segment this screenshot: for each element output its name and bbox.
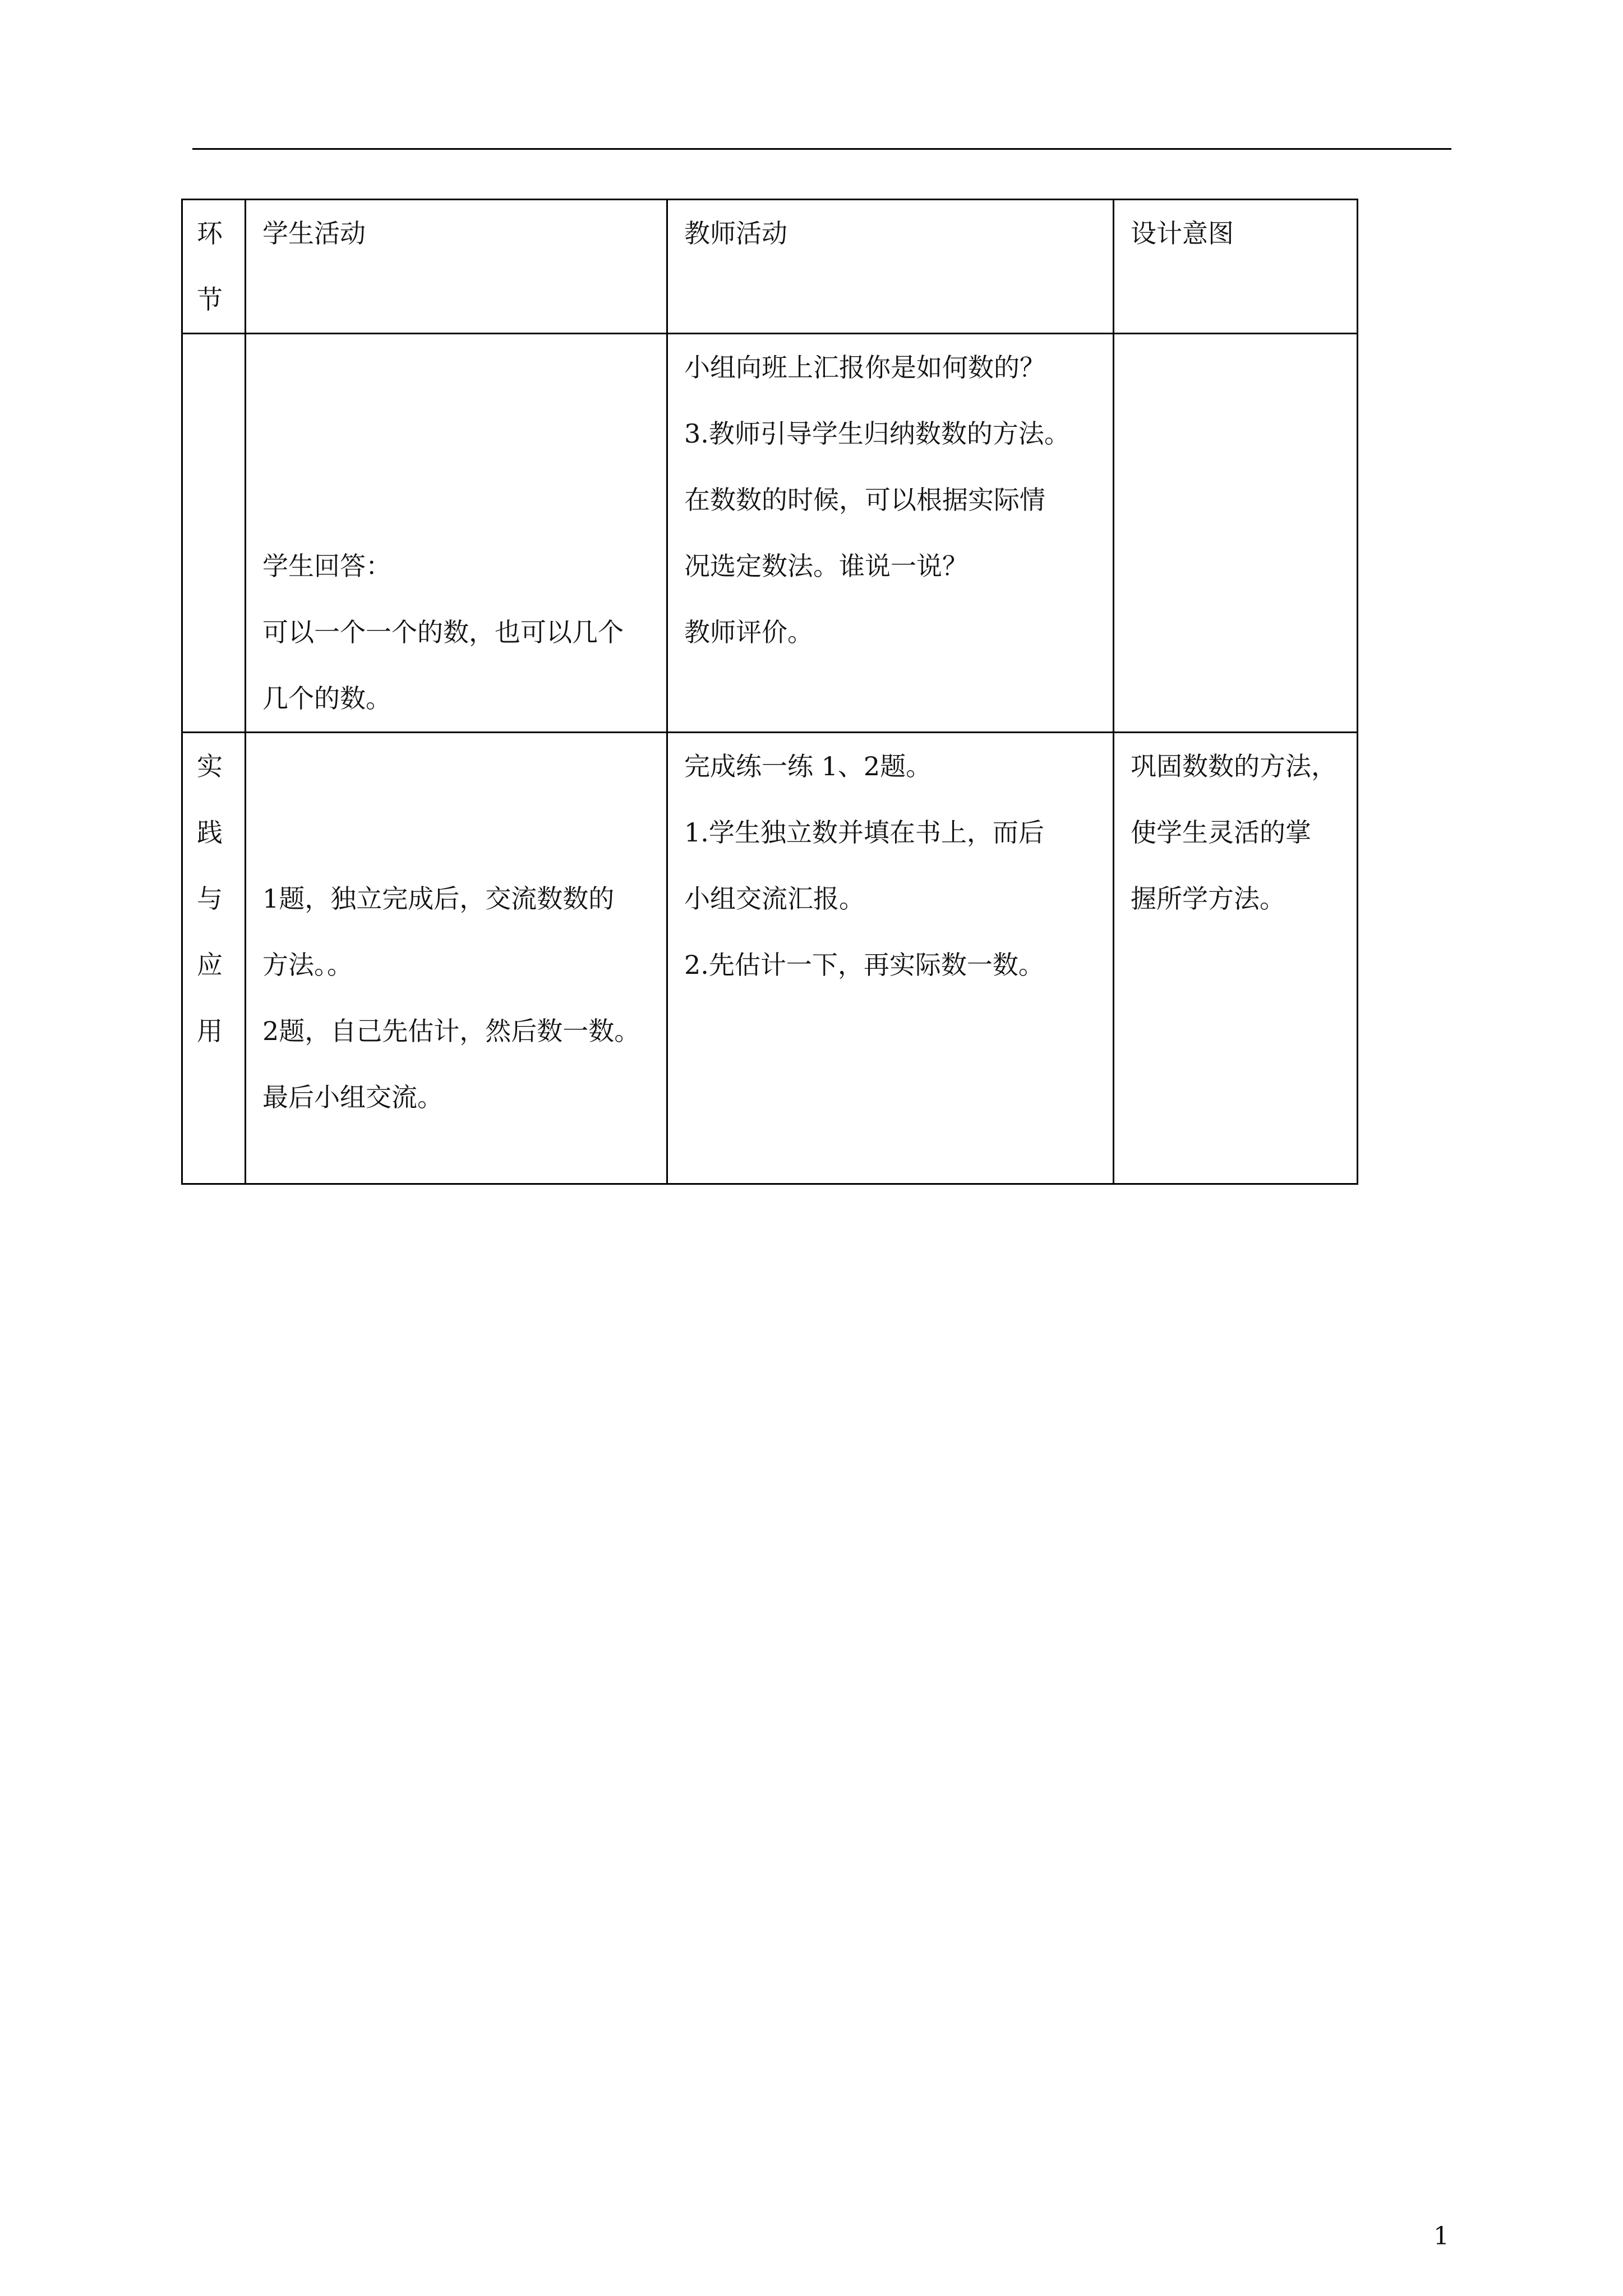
page-number: 1 [1433, 2222, 1449, 2251]
header-stage-cell [182, 200, 246, 334]
row2-teacher-line: 1.学生独立数并填在书上，而后 [684, 817, 1044, 848]
table-row [182, 334, 1358, 733]
row2-student-line: 1题，独立完成后，交流数数的 [262, 884, 615, 914]
row2-student-line: 2题，自己先估计，然后数一数。 [262, 1016, 640, 1046]
row2-teacher-cell [667, 733, 1114, 1184]
row2-teacher-line: 完成练一练 1、2题。 [684, 751, 932, 781]
row2-stage-char: 应 [197, 950, 223, 980]
header-teacher-label: 教师活动 [684, 218, 787, 249]
row2-stage-char: 实 [197, 751, 223, 781]
header-teacher-activity [667, 200, 1114, 334]
header-intent-label: 设计意图 [1131, 218, 1234, 249]
row2-stage-cell [182, 733, 246, 1184]
row2-stage-char: 与 [197, 884, 223, 914]
row1-student-line: 可以一个一个的数，也可以几个 [262, 617, 624, 647]
row1-teacher-line: 3.教师引导学生归纳数数的方法。 [684, 418, 1070, 449]
row1-teacher-line: 教师评价。 [684, 617, 813, 647]
row2-student-line: 方法。。 [262, 950, 353, 980]
lesson-plan-table [181, 199, 1358, 1185]
row2-student-line: 最后小组交流。 [262, 1082, 443, 1112]
header-design-intent [1114, 200, 1358, 334]
row1-intent-cell [1114, 334, 1358, 733]
row1-stage-cell [182, 334, 246, 733]
header-rule [192, 148, 1451, 150]
row1-teacher-line: 在数数的时候，可以根据实际情 [684, 485, 1045, 515]
row1-teacher-cell [667, 334, 1114, 733]
row2-intent-line: 握所学方法。 [1131, 884, 1285, 914]
row2-student-cell [246, 733, 667, 1184]
table-row [182, 733, 1358, 1184]
header-student-activity [246, 200, 667, 334]
row2-intent-cell [1114, 733, 1358, 1184]
header-stage-char: 节 [197, 284, 223, 315]
row2-stage-char: 用 [197, 1016, 223, 1046]
table-header-row [182, 200, 1358, 334]
row2-stage-char: 践 [197, 817, 223, 848]
row2-intent-line: 使学生灵活的掌 [1131, 817, 1311, 848]
row2-intent-line: 巩固数数的方法， [1131, 751, 1337, 781]
row2-teacher-line: 小组交流汇报。 [684, 884, 865, 914]
row1-teacher-line: 小组向班上汇报你是如何数的？ [684, 352, 1045, 383]
row1-student-line: 几个的数。 [262, 683, 391, 714]
header-student-label: 学生活动 [262, 218, 366, 249]
row2-teacher-line: 2.先估计一下，再实际数一数。 [684, 950, 1044, 980]
row1-student-line: 学生回答： [262, 551, 391, 581]
row1-teacher-line: 况选定数法。谁说一说？ [684, 551, 968, 581]
row1-student-cell [246, 334, 667, 733]
header-stage-char: 环 [197, 218, 223, 249]
